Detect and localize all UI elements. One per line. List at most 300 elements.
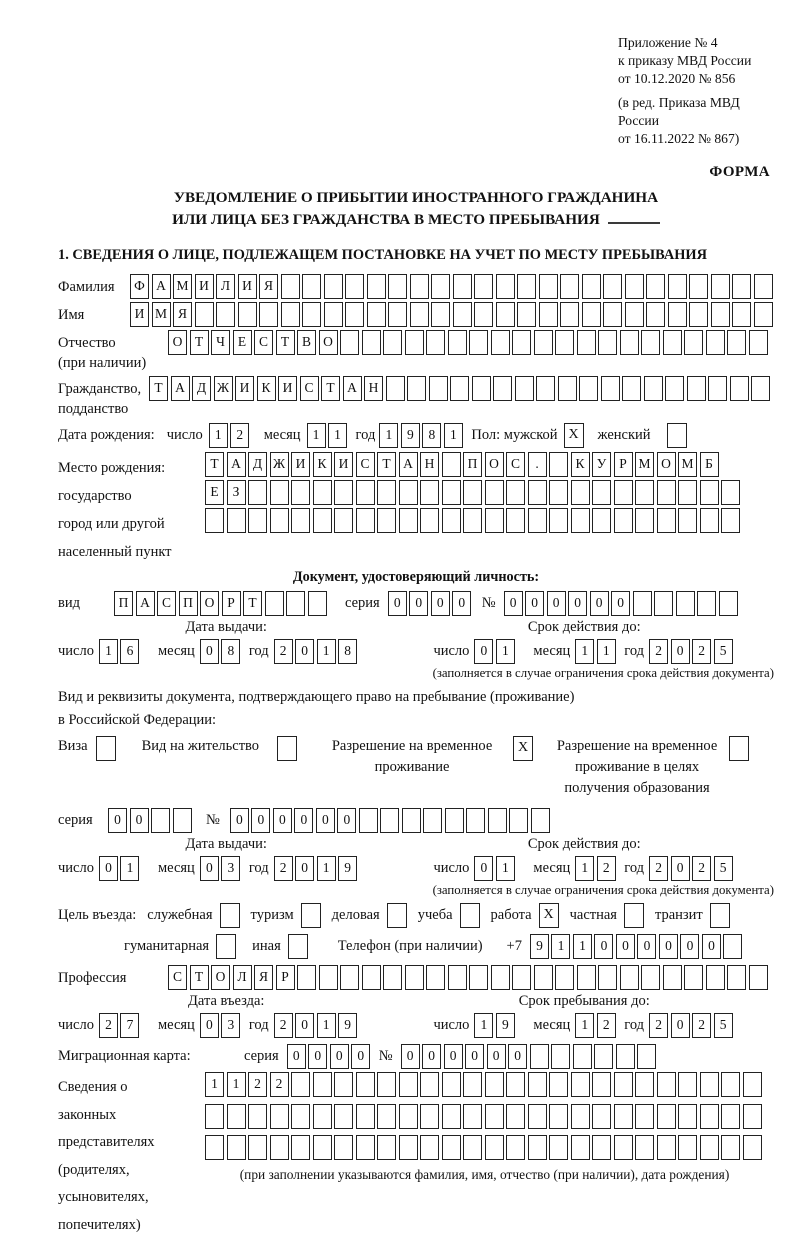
char-cell[interactable] bbox=[377, 1135, 396, 1160]
char-cell[interactable] bbox=[530, 1044, 549, 1069]
char-cell[interactable] bbox=[676, 591, 695, 616]
purpose-tourism-checkbox[interactable] bbox=[301, 903, 321, 928]
char-cell[interactable] bbox=[238, 302, 257, 327]
char-cell[interactable] bbox=[420, 508, 439, 533]
char-cell[interactable]: 1 bbox=[120, 856, 139, 881]
char-cell[interactable] bbox=[620, 965, 639, 990]
char-cell[interactable] bbox=[571, 480, 590, 505]
char-cell[interactable] bbox=[732, 302, 751, 327]
char-cell[interactable]: 7 bbox=[120, 1013, 139, 1038]
stay-month-cells[interactable] bbox=[575, 1013, 618, 1038]
char-cell[interactable]: 2 bbox=[692, 856, 711, 881]
char-cell[interactable]: Л bbox=[216, 274, 235, 299]
char-cell[interactable]: О bbox=[200, 591, 219, 616]
char-cell[interactable]: С bbox=[254, 330, 273, 355]
char-cell[interactable] bbox=[721, 1072, 740, 1097]
char-cell[interactable] bbox=[635, 480, 654, 505]
char-cell[interactable] bbox=[654, 591, 673, 616]
char-cell[interactable]: 0 bbox=[295, 856, 314, 881]
char-cell[interactable] bbox=[730, 376, 749, 401]
char-cell[interactable] bbox=[536, 376, 555, 401]
char-cell[interactable] bbox=[539, 302, 558, 327]
char-cell[interactable] bbox=[700, 508, 719, 533]
char-cell[interactable]: 1 bbox=[205, 1072, 224, 1097]
char-cell[interactable]: 2 bbox=[692, 639, 711, 664]
char-cell[interactable] bbox=[442, 508, 461, 533]
char-cell[interactable] bbox=[173, 808, 192, 833]
char-cell[interactable] bbox=[663, 965, 682, 990]
entry-year-cells[interactable] bbox=[274, 1013, 360, 1038]
char-cell[interactable] bbox=[405, 965, 424, 990]
char-cell[interactable] bbox=[721, 1104, 740, 1129]
char-cell[interactable]: 0 bbox=[401, 1044, 420, 1069]
char-cell[interactable]: 0 bbox=[452, 591, 471, 616]
char-cell[interactable]: 0 bbox=[637, 934, 656, 959]
char-cell[interactable]: 1 bbox=[575, 856, 594, 881]
char-cell[interactable]: И bbox=[235, 376, 254, 401]
char-cell[interactable] bbox=[420, 480, 439, 505]
char-cell[interactable]: 5 bbox=[714, 639, 733, 664]
char-cell[interactable] bbox=[723, 934, 742, 959]
char-cell[interactable] bbox=[603, 302, 622, 327]
char-cell[interactable] bbox=[205, 1104, 224, 1129]
char-cell[interactable] bbox=[625, 274, 644, 299]
char-cell[interactable] bbox=[205, 508, 224, 533]
char-cell[interactable]: О bbox=[211, 965, 230, 990]
char-cell[interactable] bbox=[635, 1104, 654, 1129]
char-cell[interactable] bbox=[450, 376, 469, 401]
char-cell[interactable] bbox=[377, 1104, 396, 1129]
resdoc-number-cells[interactable] bbox=[230, 808, 553, 833]
char-cell[interactable] bbox=[313, 480, 332, 505]
char-cell[interactable] bbox=[749, 330, 768, 355]
char-cell[interactable] bbox=[270, 1104, 289, 1129]
char-cell[interactable] bbox=[515, 376, 534, 401]
char-cell[interactable]: 9 bbox=[530, 934, 549, 959]
char-cell[interactable]: 1 bbox=[573, 934, 592, 959]
char-cell[interactable] bbox=[334, 1104, 353, 1129]
char-cell[interactable] bbox=[665, 376, 684, 401]
char-cell[interactable] bbox=[517, 302, 536, 327]
char-cell[interactable]: Е bbox=[205, 480, 224, 505]
char-cell[interactable]: 0 bbox=[659, 934, 678, 959]
char-cell[interactable]: М bbox=[678, 452, 697, 477]
char-cell[interactable] bbox=[493, 376, 512, 401]
char-cell[interactable] bbox=[367, 274, 386, 299]
char-cell[interactable]: 2 bbox=[274, 639, 293, 664]
char-cell[interactable]: Д bbox=[248, 452, 267, 477]
char-cell[interactable] bbox=[248, 1104, 267, 1129]
char-cell[interactable] bbox=[539, 274, 558, 299]
iddoc-type-cells[interactable] bbox=[114, 591, 329, 616]
char-cell[interactable] bbox=[657, 508, 676, 533]
char-cell[interactable]: 0 bbox=[671, 639, 690, 664]
sex-male-checkbox[interactable]: X bbox=[564, 423, 584, 448]
char-cell[interactable]: К bbox=[313, 452, 332, 477]
representatives-row2-cells[interactable] bbox=[205, 1104, 764, 1129]
char-cell[interactable] bbox=[687, 376, 706, 401]
char-cell[interactable]: Е bbox=[233, 330, 252, 355]
char-cell[interactable]: А bbox=[152, 274, 171, 299]
char-cell[interactable]: 0 bbox=[525, 591, 544, 616]
purpose-work-checkbox[interactable]: X bbox=[539, 903, 559, 928]
char-cell[interactable] bbox=[558, 376, 577, 401]
char-cell[interactable] bbox=[302, 274, 321, 299]
char-cell[interactable] bbox=[453, 302, 472, 327]
char-cell[interactable] bbox=[426, 965, 445, 990]
char-cell[interactable]: 0 bbox=[590, 591, 609, 616]
iddoc-number-cells[interactable] bbox=[504, 591, 741, 616]
char-cell[interactable] bbox=[751, 376, 770, 401]
char-cell[interactable] bbox=[302, 302, 321, 327]
char-cell[interactable]: 0 bbox=[508, 1044, 527, 1069]
char-cell[interactable] bbox=[248, 480, 267, 505]
char-cell[interactable] bbox=[410, 302, 429, 327]
char-cell[interactable]: 0 bbox=[308, 1044, 327, 1069]
char-cell[interactable] bbox=[488, 808, 507, 833]
char-cell[interactable]: 8 bbox=[422, 423, 441, 448]
char-cell[interactable]: 8 bbox=[221, 639, 240, 664]
char-cell[interactable] bbox=[227, 1104, 246, 1129]
resdoc-expiry-day-cells[interactable] bbox=[474, 856, 517, 881]
char-cell[interactable] bbox=[573, 1044, 592, 1069]
iddoc-issue-month-cells[interactable] bbox=[200, 639, 243, 664]
birth-day-cells[interactable] bbox=[209, 423, 252, 448]
char-cell[interactable] bbox=[469, 965, 488, 990]
char-cell[interactable] bbox=[491, 330, 510, 355]
char-cell[interactable] bbox=[362, 330, 381, 355]
char-cell[interactable] bbox=[506, 480, 525, 505]
char-cell[interactable] bbox=[151, 808, 170, 833]
entry-month-cells[interactable] bbox=[200, 1013, 243, 1038]
char-cell[interactable]: 1 bbox=[496, 856, 515, 881]
birthplace-row3-cells[interactable] bbox=[205, 508, 743, 533]
char-cell[interactable] bbox=[334, 508, 353, 533]
char-cell[interactable]: 1 bbox=[551, 934, 570, 959]
char-cell[interactable] bbox=[377, 480, 396, 505]
char-cell[interactable] bbox=[528, 1135, 547, 1160]
char-cell[interactable]: А bbox=[136, 591, 155, 616]
char-cell[interactable]: 0 bbox=[487, 1044, 506, 1069]
char-cell[interactable] bbox=[697, 591, 716, 616]
char-cell[interactable]: 1 bbox=[227, 1072, 246, 1097]
char-cell[interactable] bbox=[399, 480, 418, 505]
char-cell[interactable] bbox=[377, 508, 396, 533]
char-cell[interactable]: 0 bbox=[200, 639, 219, 664]
char-cell[interactable]: 0 bbox=[230, 808, 249, 833]
char-cell[interactable] bbox=[549, 1104, 568, 1129]
char-cell[interactable]: 5 bbox=[714, 1013, 733, 1038]
char-cell[interactable] bbox=[614, 1104, 633, 1129]
char-cell[interactable] bbox=[442, 1104, 461, 1129]
char-cell[interactable] bbox=[463, 508, 482, 533]
char-cell[interactable] bbox=[442, 1135, 461, 1160]
char-cell[interactable] bbox=[657, 1135, 676, 1160]
char-cell[interactable]: Л bbox=[233, 965, 252, 990]
char-cell[interactable]: С bbox=[168, 965, 187, 990]
char-cell[interactable] bbox=[549, 1135, 568, 1160]
char-cell[interactable] bbox=[577, 965, 596, 990]
char-cell[interactable] bbox=[448, 965, 467, 990]
char-cell[interactable] bbox=[727, 965, 746, 990]
char-cell[interactable] bbox=[616, 1044, 635, 1069]
char-cell[interactable] bbox=[286, 591, 305, 616]
char-cell[interactable] bbox=[227, 1135, 246, 1160]
char-cell[interactable] bbox=[319, 965, 338, 990]
char-cell[interactable] bbox=[641, 965, 660, 990]
char-cell[interactable]: 0 bbox=[130, 808, 149, 833]
char-cell[interactable] bbox=[496, 274, 515, 299]
char-cell[interactable] bbox=[386, 376, 405, 401]
char-cell[interactable] bbox=[281, 302, 300, 327]
char-cell[interactable] bbox=[356, 508, 375, 533]
char-cell[interactable]: 1 bbox=[99, 639, 118, 664]
char-cell[interactable]: О bbox=[168, 330, 187, 355]
char-cell[interactable]: П bbox=[463, 452, 482, 477]
purpose-official-checkbox[interactable] bbox=[220, 903, 240, 928]
char-cell[interactable]: 0 bbox=[330, 1044, 349, 1069]
char-cell[interactable] bbox=[442, 1072, 461, 1097]
char-cell[interactable]: П bbox=[179, 591, 198, 616]
char-cell[interactable] bbox=[721, 508, 740, 533]
purpose-other-checkbox[interactable] bbox=[288, 934, 308, 959]
char-cell[interactable] bbox=[592, 1072, 611, 1097]
char-cell[interactable]: Т bbox=[190, 965, 209, 990]
char-cell[interactable] bbox=[270, 508, 289, 533]
char-cell[interactable] bbox=[571, 1072, 590, 1097]
char-cell[interactable]: 0 bbox=[680, 934, 699, 959]
char-cell[interactable] bbox=[313, 1135, 332, 1160]
char-cell[interactable] bbox=[598, 965, 617, 990]
char-cell[interactable] bbox=[474, 302, 493, 327]
char-cell[interactable]: Д bbox=[192, 376, 211, 401]
char-cell[interactable] bbox=[598, 330, 617, 355]
char-cell[interactable] bbox=[291, 508, 310, 533]
char-cell[interactable] bbox=[367, 302, 386, 327]
iddoc-expiry-month-cells[interactable] bbox=[575, 639, 618, 664]
migcard-seria-cells[interactable] bbox=[287, 1044, 373, 1069]
char-cell[interactable] bbox=[678, 1104, 697, 1129]
char-cell[interactable] bbox=[420, 1135, 439, 1160]
char-cell[interactable] bbox=[291, 1072, 310, 1097]
purpose-transit-checkbox[interactable] bbox=[710, 903, 730, 928]
char-cell[interactable] bbox=[388, 302, 407, 327]
char-cell[interactable] bbox=[485, 508, 504, 533]
char-cell[interactable] bbox=[399, 508, 418, 533]
char-cell[interactable] bbox=[506, 508, 525, 533]
char-cell[interactable]: М bbox=[152, 302, 171, 327]
char-cell[interactable]: 1 bbox=[379, 423, 398, 448]
representatives-row3-cells[interactable] bbox=[205, 1135, 764, 1160]
char-cell[interactable]: Т bbox=[149, 376, 168, 401]
char-cell[interactable] bbox=[463, 1104, 482, 1129]
char-cell[interactable] bbox=[528, 1072, 547, 1097]
char-cell[interactable]: 2 bbox=[248, 1072, 267, 1097]
char-cell[interactable]: 0 bbox=[294, 808, 313, 833]
iddoc-expiry-year-cells[interactable] bbox=[649, 639, 735, 664]
char-cell[interactable]: 2 bbox=[649, 856, 668, 881]
char-cell[interactable]: Я bbox=[173, 302, 192, 327]
char-cell[interactable]: 2 bbox=[230, 423, 249, 448]
char-cell[interactable] bbox=[727, 330, 746, 355]
char-cell[interactable]: М bbox=[173, 274, 192, 299]
char-cell[interactable]: С bbox=[300, 376, 319, 401]
char-cell[interactable]: 0 bbox=[671, 856, 690, 881]
char-cell[interactable] bbox=[678, 508, 697, 533]
char-cell[interactable]: С bbox=[157, 591, 176, 616]
char-cell[interactable] bbox=[754, 302, 773, 327]
temp-residence-education-checkbox[interactable] bbox=[729, 736, 749, 761]
char-cell[interactable] bbox=[549, 508, 568, 533]
char-cell[interactable]: 2 bbox=[649, 639, 668, 664]
char-cell[interactable]: 0 bbox=[409, 591, 428, 616]
char-cell[interactable] bbox=[429, 376, 448, 401]
char-cell[interactable] bbox=[732, 274, 751, 299]
char-cell[interactable] bbox=[684, 330, 703, 355]
iddoc-issue-day-cells[interactable] bbox=[99, 639, 142, 664]
char-cell[interactable]: Т bbox=[243, 591, 262, 616]
char-cell[interactable]: 0 bbox=[422, 1044, 441, 1069]
char-cell[interactable] bbox=[577, 330, 596, 355]
char-cell[interactable] bbox=[534, 965, 553, 990]
citizenship-cells[interactable] bbox=[149, 376, 773, 401]
char-cell[interactable]: 1 bbox=[474, 1013, 493, 1038]
char-cell[interactable]: 0 bbox=[702, 934, 721, 959]
char-cell[interactable] bbox=[270, 1135, 289, 1160]
char-cell[interactable] bbox=[420, 1104, 439, 1129]
char-cell[interactable]: 9 bbox=[401, 423, 420, 448]
char-cell[interactable] bbox=[633, 591, 652, 616]
char-cell[interactable] bbox=[313, 1072, 332, 1097]
char-cell[interactable]: З bbox=[227, 480, 246, 505]
char-cell[interactable]: 0 bbox=[337, 808, 356, 833]
char-cell[interactable] bbox=[560, 274, 579, 299]
char-cell[interactable] bbox=[445, 808, 464, 833]
char-cell[interactable] bbox=[423, 808, 442, 833]
char-cell[interactable] bbox=[334, 480, 353, 505]
char-cell[interactable]: Т bbox=[321, 376, 340, 401]
char-cell[interactable] bbox=[635, 508, 654, 533]
char-cell[interactable]: 1 bbox=[444, 423, 463, 448]
char-cell[interactable] bbox=[356, 1104, 375, 1129]
char-cell[interactable] bbox=[601, 376, 620, 401]
purpose-humanitarian-checkbox[interactable] bbox=[216, 934, 236, 959]
char-cell[interactable]: 0 bbox=[200, 856, 219, 881]
char-cell[interactable] bbox=[345, 274, 364, 299]
char-cell[interactable]: 2 bbox=[692, 1013, 711, 1038]
resdoc-issue-year-cells[interactable] bbox=[274, 856, 360, 881]
char-cell[interactable] bbox=[668, 302, 687, 327]
char-cell[interactable] bbox=[592, 480, 611, 505]
char-cell[interactable]: И bbox=[278, 376, 297, 401]
char-cell[interactable]: 6 bbox=[120, 639, 139, 664]
char-cell[interactable] bbox=[410, 274, 429, 299]
char-cell[interactable] bbox=[485, 1072, 504, 1097]
char-cell[interactable]: 0 bbox=[351, 1044, 370, 1069]
char-cell[interactable]: М bbox=[635, 452, 654, 477]
phone-cells[interactable] bbox=[530, 934, 745, 959]
birthplace-row1-cells[interactable] bbox=[205, 452, 743, 477]
char-cell[interactable]: . bbox=[528, 452, 547, 477]
char-cell[interactable]: 0 bbox=[287, 1044, 306, 1069]
char-cell[interactable]: И bbox=[195, 274, 214, 299]
char-cell[interactable] bbox=[560, 302, 579, 327]
char-cell[interactable] bbox=[399, 1135, 418, 1160]
char-cell[interactable]: 0 bbox=[316, 808, 335, 833]
char-cell[interactable] bbox=[442, 480, 461, 505]
char-cell[interactable] bbox=[517, 274, 536, 299]
char-cell[interactable]: П bbox=[114, 591, 133, 616]
char-cell[interactable]: 5 bbox=[714, 856, 733, 881]
char-cell[interactable] bbox=[216, 302, 235, 327]
char-cell[interactable] bbox=[463, 1135, 482, 1160]
char-cell[interactable]: 0 bbox=[273, 808, 292, 833]
visa-checkbox[interactable] bbox=[96, 736, 116, 761]
char-cell[interactable] bbox=[754, 274, 773, 299]
char-cell[interactable]: С bbox=[506, 452, 525, 477]
char-cell[interactable] bbox=[426, 330, 445, 355]
char-cell[interactable] bbox=[711, 274, 730, 299]
char-cell[interactable]: 9 bbox=[496, 1013, 515, 1038]
char-cell[interactable]: 0 bbox=[295, 1013, 314, 1038]
char-cell[interactable]: 2 bbox=[270, 1072, 289, 1097]
char-cell[interactable] bbox=[657, 1072, 676, 1097]
char-cell[interactable]: 0 bbox=[671, 1013, 690, 1038]
char-cell[interactable]: 2 bbox=[649, 1013, 668, 1038]
char-cell[interactable] bbox=[571, 508, 590, 533]
char-cell[interactable] bbox=[356, 1135, 375, 1160]
char-cell[interactable] bbox=[711, 302, 730, 327]
char-cell[interactable]: О bbox=[319, 330, 338, 355]
char-cell[interactable] bbox=[362, 965, 381, 990]
char-cell[interactable] bbox=[420, 1072, 439, 1097]
char-cell[interactable] bbox=[431, 302, 450, 327]
stay-day-cells[interactable] bbox=[474, 1013, 517, 1038]
iddoc-seria-cells[interactable] bbox=[388, 591, 474, 616]
char-cell[interactable] bbox=[313, 1104, 332, 1129]
char-cell[interactable]: 0 bbox=[616, 934, 635, 959]
char-cell[interactable] bbox=[291, 1104, 310, 1129]
char-cell[interactable] bbox=[743, 1072, 762, 1097]
char-cell[interactable]: 0 bbox=[251, 808, 270, 833]
char-cell[interactable] bbox=[582, 302, 601, 327]
char-cell[interactable] bbox=[195, 302, 214, 327]
char-cell[interactable] bbox=[380, 808, 399, 833]
char-cell[interactable] bbox=[689, 302, 708, 327]
char-cell[interactable] bbox=[485, 480, 504, 505]
char-cell[interactable] bbox=[324, 302, 343, 327]
char-cell[interactable]: 0 bbox=[431, 591, 450, 616]
char-cell[interactable]: 1 bbox=[597, 639, 616, 664]
char-cell[interactable] bbox=[227, 508, 246, 533]
char-cell[interactable] bbox=[308, 591, 327, 616]
char-cell[interactable]: Я bbox=[254, 965, 273, 990]
sex-female-checkbox[interactable] bbox=[667, 423, 687, 448]
char-cell[interactable]: 0 bbox=[568, 591, 587, 616]
char-cell[interactable] bbox=[549, 1072, 568, 1097]
char-cell[interactable]: Р bbox=[222, 591, 241, 616]
surname-cells[interactable] bbox=[130, 274, 775, 299]
char-cell[interactable] bbox=[407, 376, 426, 401]
char-cell[interactable] bbox=[506, 1135, 525, 1160]
char-cell[interactable] bbox=[700, 1135, 719, 1160]
char-cell[interactable] bbox=[678, 480, 697, 505]
char-cell[interactable]: А bbox=[399, 452, 418, 477]
birthplace-row2-cells[interactable] bbox=[205, 480, 743, 505]
char-cell[interactable] bbox=[644, 376, 663, 401]
char-cell[interactable]: 0 bbox=[611, 591, 630, 616]
char-cell[interactable] bbox=[625, 302, 644, 327]
